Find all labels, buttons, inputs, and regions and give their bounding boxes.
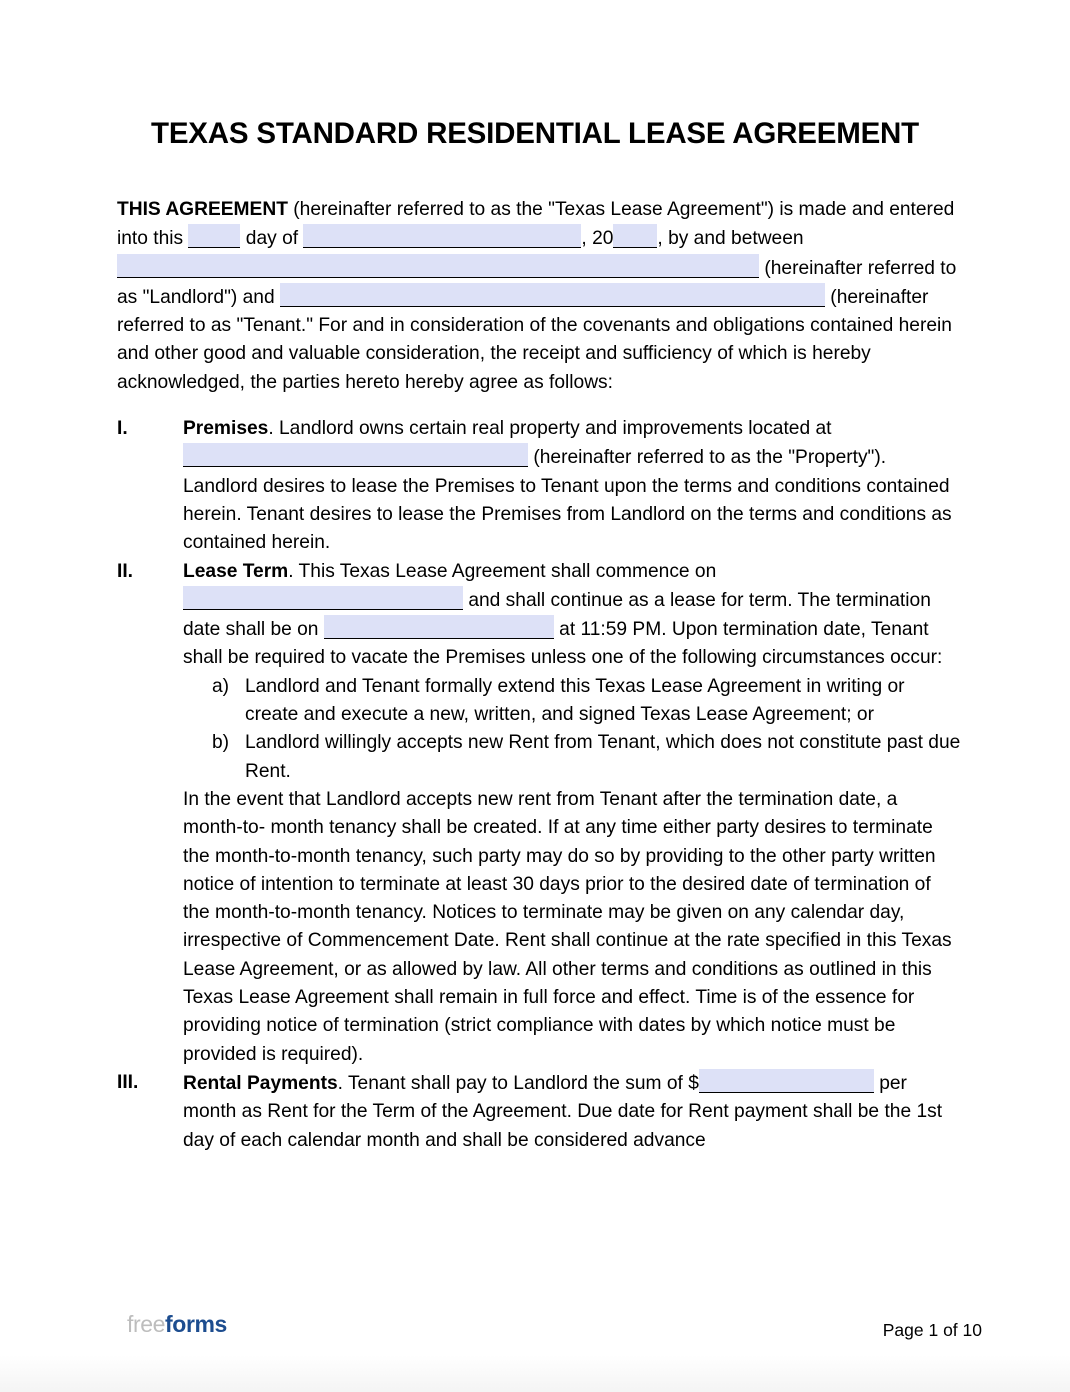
section-lease-term-text-1: . This Texas Lease Agreement shall commence on: [288, 560, 717, 582]
page-title: TEXAS STANDARD RESIDENTIAL LEASE AGREEMENT: [151, 117, 919, 150]
section-numeral-ii: II.: [117, 560, 133, 582]
list-item: [212, 673, 962, 730]
section-rental-payments-text-1: . Tenant shall pay to Landlord the sum of $: [337, 1072, 699, 1094]
sublist-text-a: Landlord and Tenant formally extend this Texas Lease Agreement in writing or create and execute a new, written, and signed Texas Lease Agreement; or: [245, 675, 905, 726]
commencement-date-field[interactable]: [183, 586, 463, 610]
section-premises-heading: Premises: [183, 418, 269, 440]
intro-text-6: (hereinafter referred to as "Tenant." For and in consideration of the covenants and obligations contained herein and other good and valuable consideration, the receipt and sufficiency of which is hereby acknowledged, the parties hereto hereby agree as follows:: [117, 286, 952, 393]
section-rental-payments: [117, 1069, 962, 1155]
rent-amount-field[interactable]: [699, 1069, 874, 1093]
intro-lead-bold: THIS AGREEMENT: [117, 199, 288, 220]
lease-term-closing-paragraph: In the event that Landlord accepts new rent from Tenant after the termination date, a month-to- month tenancy shall be created. If at any time either party desires to terminate the month-to-month tenancy, such party may do so by providing to the other party written notice of intention to terminate at least 30 days prior to the desired date of termination of the month-to-month tenancy. Notices to terminate may be given on any calendar day, irrespective of Commencement Date. Rent shall continue at the rate specified in this Texas Lease Agreement, or as allowed by law. All other terms and conditions as outlined in this Texas Lease Agreement shall remain in full force and effect. Time is of the essence for providing notice of termination (strict compliance with dates by which notice must be provided is required).: [183, 788, 952, 1065]
intro-text-2: day of: [240, 228, 304, 250]
freeforms-logo[interactable]: [127, 1311, 227, 1338]
section-premises-text-1: . Landlord owns certain real property and improvements located at: [268, 418, 832, 440]
document-body: [117, 196, 962, 1155]
sublist-marker-b: b): [212, 732, 230, 754]
intro-paragraph: [117, 196, 962, 397]
property-address-field[interactable]: [183, 443, 528, 467]
landlord-name-field[interactable]: [117, 254, 759, 278]
section-numeral-i: I.: [117, 418, 128, 440]
section-lease-term: [117, 558, 962, 673]
section-rental-payments-body: [183, 1069, 962, 1155]
tenant-name-field[interactable]: [280, 283, 825, 307]
month-field[interactable]: [303, 224, 581, 248]
section-lease-term-heading: Lease Term: [183, 560, 289, 582]
section-rental-payments-heading: Rental Payments: [183, 1072, 338, 1094]
section-lease-term-text-2: and shall continue as a lease for term. The termination date shall be on: [183, 589, 931, 641]
intro-text-5: (hereinafter referred to as "Landlord") and: [117, 257, 957, 308]
intro-spacer: [117, 397, 962, 415]
intro-text-4: , by and between: [657, 228, 804, 250]
section-lease-term-text-3: at 11:59 PM. Upon termination date, Tenant shall be required to vacate the Premises unless one of the following circumstances occur:: [183, 619, 943, 669]
lease-term-sublist: [117, 673, 962, 786]
section-premises-text-2: (hereinafter referred to as the "Property"). Landlord desires to lease the Premises to Tenant upon the terms and conditions contained herein. Tenant desires to lease the Premises from Landlord on the terms and conditions as contained herein.: [183, 447, 952, 554]
intro-text-3: , 20: [581, 228, 614, 250]
sublist-text-b: Landlord willingly accepts new Rent from Tenant, which does not constitute past due Rent.: [245, 732, 961, 782]
section-premises-body: [183, 415, 962, 557]
lease-term-closing-paragraph-wrap: [117, 786, 962, 1069]
year-field[interactable]: [613, 224, 657, 248]
logo-text-free: free: [127, 1311, 166, 1337]
logo-text-forms: forms: [165, 1311, 227, 1337]
section-lease-term-body: [183, 558, 962, 673]
section-premises: [117, 415, 962, 557]
termination-date-field[interactable]: [324, 615, 554, 639]
intro-text-1: (hereinafter referred to as the "Texas Lease Agreement") is made and entered into this: [117, 199, 955, 250]
list-item: [212, 729, 962, 786]
section-numeral-iii: III.: [117, 1071, 139, 1093]
page-number-label: Page 1 of 10: [882, 1320, 982, 1340]
page-break-gap: [0, 1355, 1070, 1392]
section-rental-payments-text-2: per month as Rent for the Term of the Agreement. Due date for Rent payment shall be the 1st day of each calendar month and shall be considered advance: [183, 1072, 943, 1151]
sublist-marker-a: a): [212, 675, 230, 697]
day-field[interactable]: [188, 224, 240, 248]
